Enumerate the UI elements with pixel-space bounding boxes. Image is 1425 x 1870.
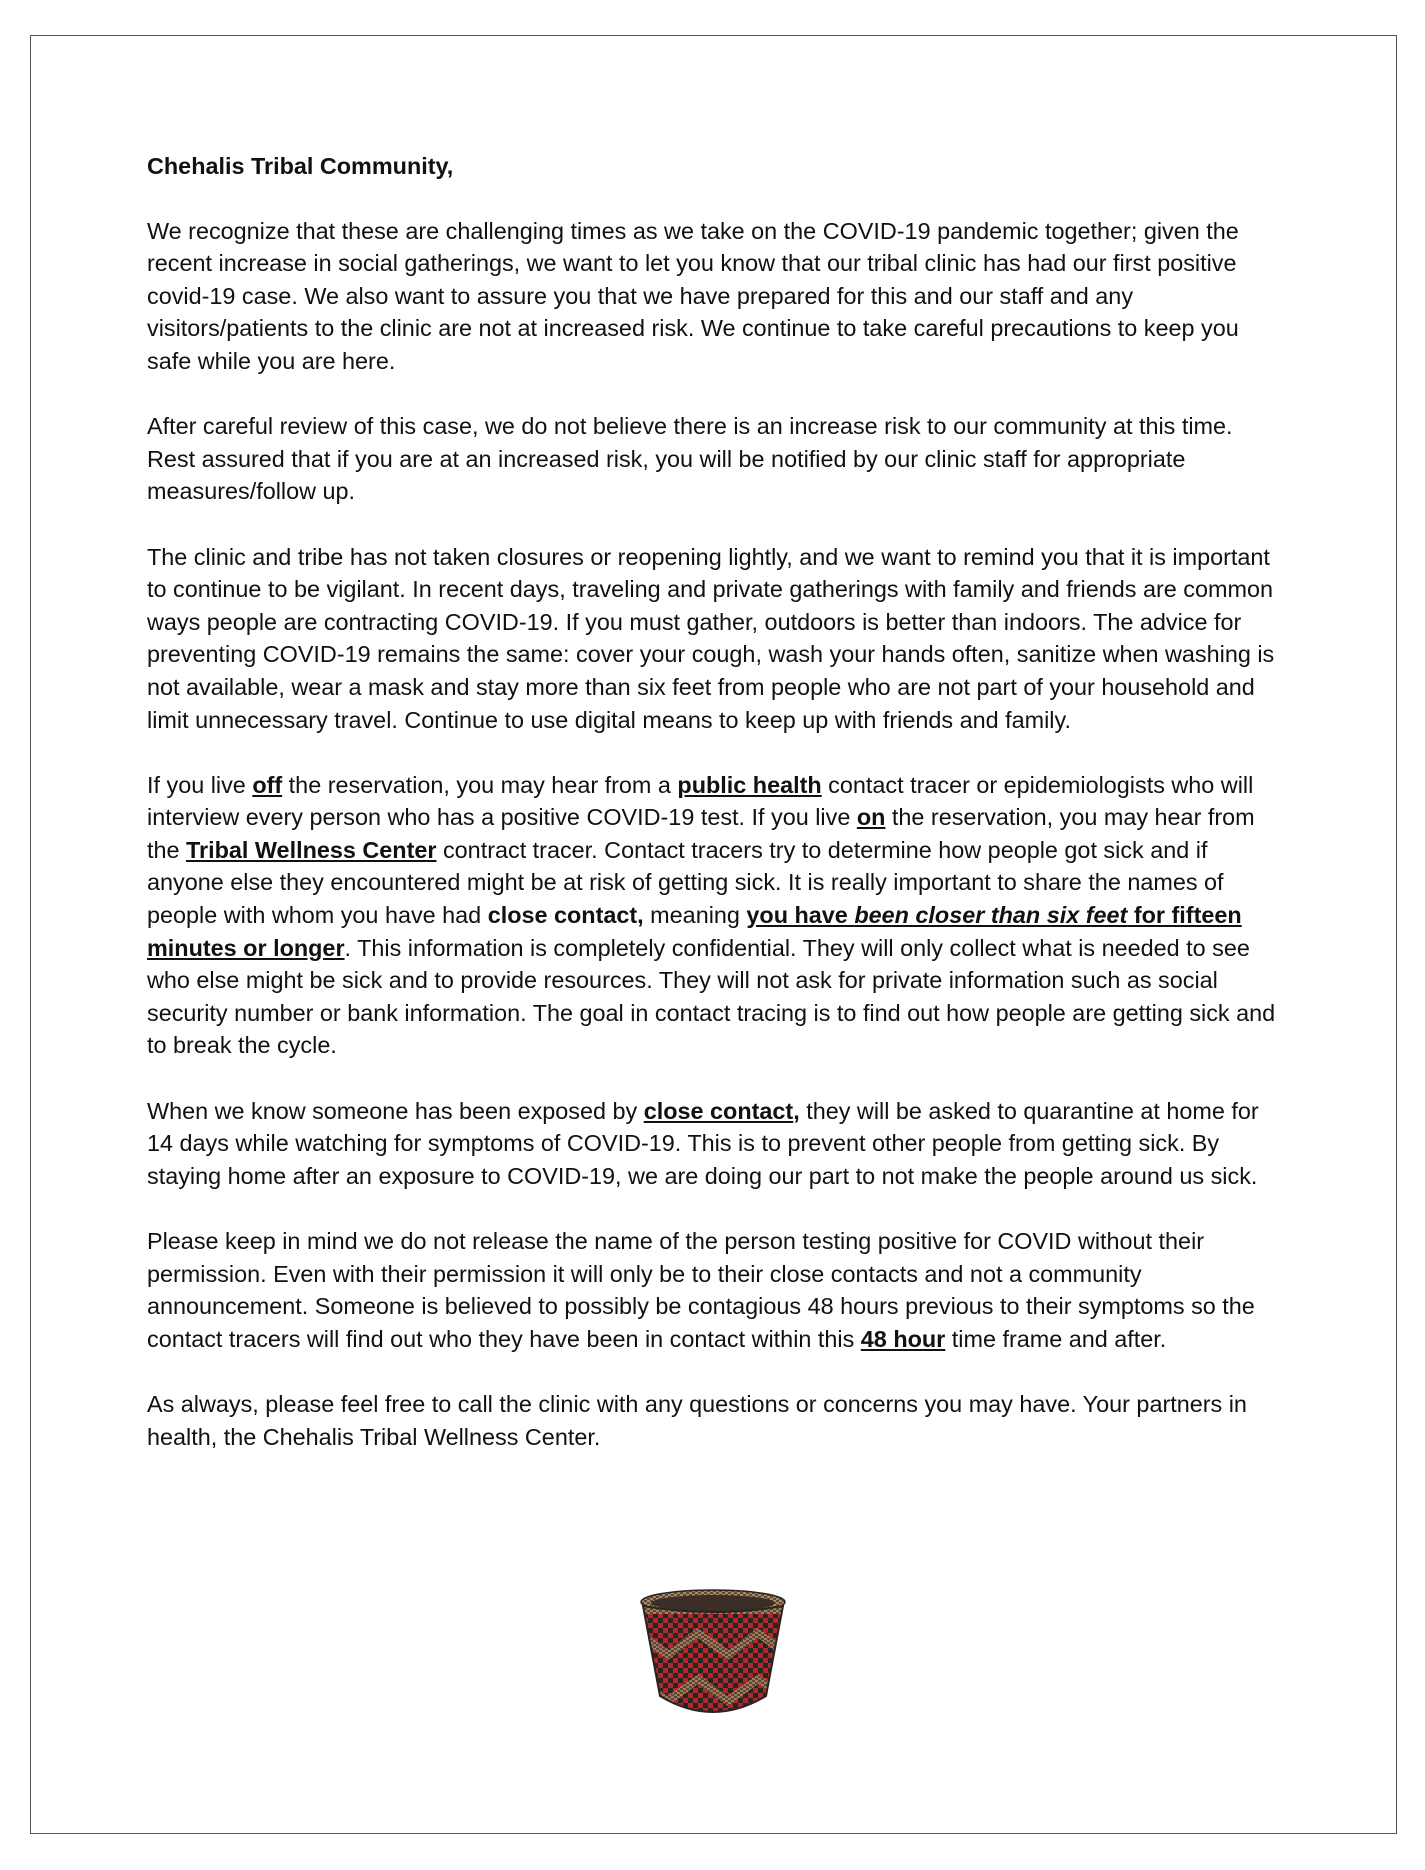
text-segment: contract tracer. Contact tracers try to determine how people got sick and if anyone else they encountered might be at risk of getting sick. It is really important to share the names of people with whom you have had bbox=[147, 836, 1224, 929]
emphasis-48-hour: 48 hour bbox=[860, 1325, 946, 1352]
text-segment: . This information is completely confidential. They will only collect what is needed to see who else might be sick and to provide resources. They will not ask for private information such as social security number or bank information. The goal in contact tracing is to find out how people are getting sick and to break the cycle. bbox=[147, 934, 1276, 1059]
text-segment: time frame and after. bbox=[945, 1325, 1167, 1352]
emphasis-tribal-wellness-center: Tribal Wellness Center bbox=[186, 836, 437, 863]
paragraph-risk-review: After careful review of this case, we do not believe there is an increase risk to our community at this time. Rest assured that if you are at an increased risk, you will be notified by our clinic staff for appropriate measures/follow up. bbox=[147, 413, 1233, 505]
text-segment: they will be asked to quarantine at home for 14 days while watching for symptoms of COVID-19. This is to prevent other people from getting sick. By staying home after an exposure to COVID-19, we are doing our part to not make the people around us sick. bbox=[147, 1097, 1259, 1189]
text-segment: the reservation, you may hear from a bbox=[282, 771, 678, 798]
paragraph-announcement: We recognize that these are challenging times as we take on the COVID-19 pandemic together; given the recent increase in social gatherings, we want to let you know that our tribal clinic has had our first positive covid-19 case. We also want to assure you that we have prepared for this and our staff and any visitors/patients to the clinic are not at increased risk. We continue to take careful precautions to keep you safe while you are here. bbox=[147, 217, 1239, 374]
text-segment: the reservation, you may hear from the bbox=[147, 804, 1255, 863]
emphasis-close-contact-2: close contact bbox=[643, 1097, 794, 1124]
text-segment: contact tracer or epidemiologists who will interview every person who has a positive COVID-19 test. If you live bbox=[147, 771, 1254, 831]
woven-basket-icon bbox=[638, 1588, 788, 1723]
emphasis-been-closer: been closer than six feet bbox=[854, 902, 1128, 929]
emphasis-public-health: public health bbox=[677, 771, 822, 798]
text-segment: If you live bbox=[147, 771, 253, 798]
paragraph-contact-tracing bbox=[147, 769, 1287, 1062]
text-segment: meaning bbox=[643, 902, 747, 929]
letter-body bbox=[147, 150, 1287, 1486]
emphasis-comma: , bbox=[793, 1097, 800, 1124]
text-segment: When we know someone has been exposed by bbox=[147, 1097, 644, 1124]
text-segment: Please keep in mind we do not release the name of the person testing positive for COVID without their permission. Even with their permission it will only be to their close contacts and not a community announcement. Someone is believed to possibly be contagious 48 hours previous to their symptoms so the contact tracers will find out who they have been in contact within this bbox=[147, 1228, 1255, 1352]
salutation: Chehalis Tribal Community, bbox=[147, 153, 454, 179]
emphasis-off: off bbox=[252, 771, 283, 798]
paragraph-privacy bbox=[147, 1225, 1287, 1355]
paragraph-closing: As always, please feel free to call the clinic with any questions or concerns you may have. Your partners in health, the Chehalis Tribal Wellness Center. bbox=[147, 1390, 1247, 1450]
emphasis-you-have: you have bbox=[746, 902, 855, 929]
emphasis-fifteen-minutes: for fifteen minutes or longer bbox=[147, 902, 1242, 961]
emphasis-on: on bbox=[856, 804, 886, 831]
paragraph-quarantine bbox=[147, 1095, 1287, 1193]
emphasis-close-contact: close contact, bbox=[487, 902, 644, 929]
paragraph-vigilance: The clinic and tribe has not taken closures or reopening lightly, and we want to remind you that it is important to continue to be vigilant. In recent days, traveling and private gatherings with family and friends are common ways people are contracting COVID-19. If you must gather, outdoors is better than indoors. The advice for preventing COVID-19 remains the same: cover your cough, wash your hands often, sanitize when washing is not available, wear a mask and stay more than six feet from people who are not part of your household and limit unnecessary travel. Continue to use digital means to keep up with friends and family. bbox=[147, 543, 1275, 733]
